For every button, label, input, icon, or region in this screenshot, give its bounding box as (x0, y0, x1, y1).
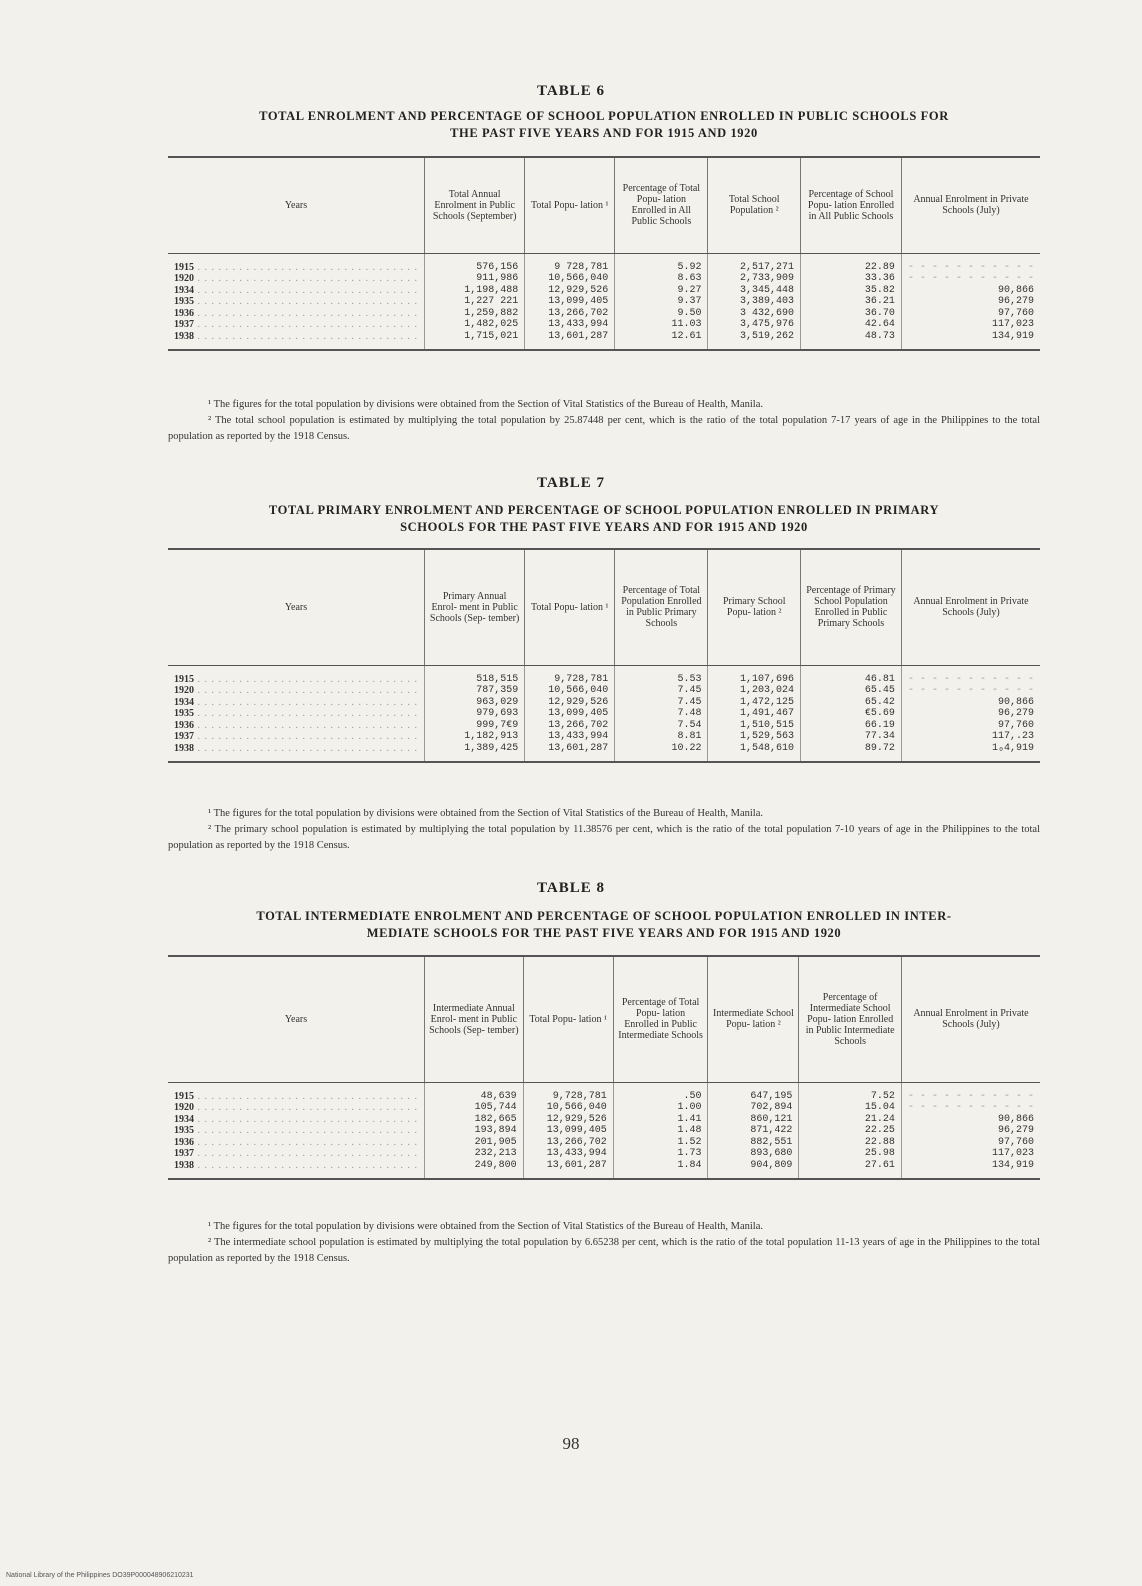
column-header: Total Popu- lation ¹ (525, 157, 615, 253)
value-cell: .50 (683, 1090, 702, 1102)
value-cell (908, 674, 1034, 686)
value-cell: 702,894 (750, 1102, 793, 1114)
value-cell: 1,182,913 (464, 731, 519, 743)
table-8-footnotes (168, 1219, 1040, 1267)
table-7-title: TABLE 7 (537, 475, 605, 491)
value-cell: 48,639 (480, 1090, 517, 1102)
year-cell: 1936 . . . (174, 308, 418, 320)
data-column (799, 1082, 902, 1179)
table-7-caption-line1: TOTAL PRIMARY ENROLMENT AND PERCENTAGE OF SCHOOL POPULATION ENROLLED IN PRIMARY (268, 503, 940, 517)
data-column (708, 253, 801, 350)
data-column (901, 665, 1040, 762)
column-header: Years (168, 157, 425, 253)
value-cell: 12,929,526 (548, 696, 609, 708)
value-cell: 9.27 (677, 284, 702, 296)
value-cell: 96,279 (997, 1125, 1034, 1137)
value-cell: 90,866 (997, 284, 1034, 296)
value-cell: 12.61 (671, 331, 702, 343)
data-column (801, 253, 902, 350)
years-column (168, 253, 425, 350)
archive-stamp: National Library of the Philippines DO39P000048906210231 (6, 1572, 194, 1579)
value-cell: 10,566,040 (546, 1102, 607, 1114)
column-header: Total Annual Enrolment in Public Schools (September) (425, 157, 525, 253)
value-cell: 13,433,994 (548, 731, 609, 743)
table-7 (168, 548, 1040, 763)
value-cell: 36.21 (864, 296, 895, 308)
table-data-row (168, 1082, 1040, 1179)
table-8-caption-line1: TOTAL INTERMEDIATE ENROLMENT AND PERCENTAGE OF SCHOOL POPULATION ENROLLED IN INTER- (256, 909, 952, 923)
data-column (901, 1082, 1040, 1179)
value-cell: 1,491,467 (739, 708, 794, 720)
value-cell: 3,519,262 (739, 331, 794, 343)
year-cell: 1935 . . . (174, 1125, 418, 1137)
year-cell: 1938 . . . (174, 331, 418, 343)
year-cell: 1935 . . . (174, 296, 418, 308)
value-cell: 5.53 (677, 673, 702, 685)
value-cell: 13,433,994 (546, 1148, 607, 1160)
value-cell: 10,566,040 (548, 685, 609, 697)
table-6-footnote-2: ² The total school population is estimated by multiplying the total population by 25.87448 per cent, which is the ratio of the total population 7-17 years of age in the Philippines to the total population as reported by the 1918 Census. (168, 415, 1040, 442)
value-cell: 89.72 (864, 743, 895, 755)
value-cell: 9.50 (677, 307, 702, 319)
column-header: Percentage of School Popu- lation Enrolled in All Public Schools (801, 157, 902, 253)
years-column (168, 665, 425, 762)
data-column (708, 665, 801, 762)
value-cell: 12,929,526 (546, 1113, 607, 1125)
value-cell: 10,566,040 (548, 273, 609, 285)
year-cell: 1920 . . . (174, 685, 418, 697)
value-cell: 518,515 (476, 673, 519, 685)
year-cell: 1915 . . . (174, 262, 418, 274)
value-cell: 860,121 (750, 1113, 793, 1125)
value-cell: 182,665 (474, 1113, 517, 1125)
data-column (801, 665, 902, 762)
value-cell: 893,680 (750, 1148, 793, 1160)
value-cell: 9,728,781 (552, 1090, 607, 1102)
value-cell: 871,422 (750, 1125, 793, 1137)
column-header: Annual Enrolment in Private Schools (July) (901, 956, 1040, 1082)
value-cell: 882,551 (750, 1136, 793, 1148)
years-column (168, 1082, 425, 1179)
column-header: Primary Annual Enrol- ment in Public Schools (Sep- tember) (425, 549, 525, 665)
year-cell: 1938 . . . (174, 1160, 418, 1172)
value-cell: 1,529,563 (739, 731, 794, 743)
year-cell: 1934 . . . (174, 1114, 418, 1126)
table-data-row (168, 665, 1040, 762)
value-cell: 1.73 (677, 1148, 702, 1160)
value-cell: 232,213 (474, 1148, 517, 1160)
value-cell: 13,099,405 (548, 296, 609, 308)
year-cell: 1920 . . . (174, 273, 418, 285)
value-cell: 36.70 (864, 307, 895, 319)
table-7-caption (168, 502, 1040, 536)
value-cell: 13,099,405 (546, 1125, 607, 1137)
value-cell: 46.81 (864, 673, 895, 685)
column-header: Total Popu- lation ¹ (525, 549, 615, 665)
value-cell: 97,760 (997, 307, 1034, 319)
value-cell: 193,894 (474, 1125, 517, 1137)
value-cell: 117,023 (991, 319, 1034, 331)
value-cell: 3,345,448 (739, 284, 794, 296)
column-header: Intermediate School Popu- lation ² (708, 956, 799, 1082)
value-cell: 27.61 (864, 1160, 895, 1172)
value-cell: 1,203,024 (739, 685, 794, 697)
value-cell: 10.22 (671, 743, 702, 755)
value-cell: 42.64 (864, 319, 895, 331)
data-column (613, 1082, 708, 1179)
value-cell: 13,601,287 (546, 1160, 607, 1172)
value-cell: 12,929,526 (548, 284, 609, 296)
table-7-footnote-1: ¹ The figures for the total population by divisions were obtained from the Section of Vital Statistics of the Bureau of Health, Manila. (208, 808, 764, 819)
value-cell: 22.25 (864, 1125, 895, 1137)
value-cell: 13,601,287 (548, 331, 609, 343)
data-column (525, 253, 615, 350)
value-cell: 13,601,287 (548, 743, 609, 755)
table-8-footnote-1: ¹ The figures for the total population by divisions were obtained from the Section of Vital Statistics of the Bureau of Health, Manila. (208, 1221, 764, 1232)
value-cell: €5.69 (864, 708, 895, 720)
data-column (523, 1082, 613, 1179)
value-cell: 1₀4,919 (991, 743, 1034, 755)
value-cell: 979,693 (476, 708, 519, 720)
value-cell: 9 728,781 (554, 261, 609, 273)
value-cell: 3,475,976 (739, 319, 794, 331)
value-cell: 1,227 221 (464, 296, 519, 308)
value-cell: 21.24 (864, 1113, 895, 1125)
value-cell: 1.00 (677, 1102, 702, 1114)
table-7-footnotes (168, 806, 1040, 854)
value-cell: 65.42 (864, 696, 895, 708)
value-cell: 1.84 (677, 1160, 702, 1172)
value-cell: 65.45 (864, 685, 895, 697)
value-cell: 963,029 (476, 696, 519, 708)
value-cell: 13,433,994 (548, 319, 609, 331)
table-6-caption-line2: THE PAST FIVE YEARS AND FOR 1915 AND 1920 (450, 126, 758, 140)
column-header: Percentage of Total Popu- lation Enrolled in Public Intermediate Schools (613, 956, 708, 1082)
value-cell (908, 685, 1034, 697)
column-header: Percentage of Intermediate School Popu- lation Enrolled in Public Intermediate Schools (799, 956, 902, 1082)
value-cell: 25.98 (864, 1148, 895, 1160)
column-header: Years (168, 549, 425, 665)
table-6-footnotes (168, 397, 1040, 445)
column-header: Total Popu- lation ¹ (523, 956, 613, 1082)
value-cell: 1,259,882 (464, 307, 519, 319)
value-cell: 7.48 (677, 708, 702, 720)
table-8-caption (168, 908, 1040, 942)
column-header: Percentage of Primary School Population Enrolled in Public Primary Schools (801, 549, 902, 665)
value-cell: 117,023 (991, 1148, 1034, 1160)
data-column (615, 665, 708, 762)
column-header: Percentage of Total Popu- lation Enrolled in All Public Schools (615, 157, 708, 253)
year-cell: 1915 . . . (174, 674, 418, 686)
value-cell: 3,389,403 (739, 296, 794, 308)
value-cell: 647,195 (750, 1090, 793, 1102)
data-column (425, 1082, 524, 1179)
value-cell (908, 1091, 1034, 1103)
value-cell: 1,548,610 (739, 743, 794, 755)
column-header: Annual Enrolment in Private Schools (July) (901, 549, 1040, 665)
table-8-title: TABLE 8 (537, 880, 605, 896)
value-cell: 35.82 (864, 284, 895, 296)
value-cell: 787,359 (476, 685, 519, 697)
year-cell: 1937 . . . (174, 1148, 418, 1160)
data-column (708, 1082, 799, 1179)
value-cell: 1,715,021 (464, 331, 519, 343)
value-cell: 1,107,696 (739, 673, 794, 685)
value-cell: 1,472,125 (739, 696, 794, 708)
table-8 (168, 955, 1040, 1180)
value-cell: 13,266,702 (548, 719, 609, 731)
value-cell: 8.81 (677, 731, 702, 743)
table-6-title: TABLE 6 (537, 83, 605, 99)
data-column (525, 665, 615, 762)
value-cell (908, 1102, 1034, 1114)
value-cell: 13,266,702 (548, 307, 609, 319)
value-cell: 7.45 (677, 696, 702, 708)
value-cell: 1,510,515 (739, 719, 794, 731)
value-cell: 5.92 (677, 261, 702, 273)
value-cell: 96,279 (997, 296, 1034, 308)
value-cell: 97,760 (997, 719, 1034, 731)
year-cell: 1935 . . . (174, 708, 418, 720)
column-header: Percentage of Total Population Enrolled in Public Primary Schools (615, 549, 708, 665)
page-number: 98 (562, 1434, 580, 1453)
year-cell: 1936 . . . (174, 720, 418, 732)
column-header: Intermediate Annual Enrol- ment in Public Schools (Sep- tember) (425, 956, 524, 1082)
value-cell: 7.45 (677, 685, 702, 697)
value-cell: 11.03 (671, 319, 702, 331)
value-cell: 1,482,025 (464, 319, 519, 331)
table-6 (168, 156, 1040, 351)
column-header: Years (168, 956, 425, 1082)
data-column (615, 253, 708, 350)
column-header: Total School Population ² (708, 157, 801, 253)
value-cell: 1.52 (677, 1136, 702, 1148)
value-cell (908, 273, 1034, 285)
value-cell: 96,279 (997, 708, 1034, 720)
table-7-footnote-2: ² The primary school population is estimated by multiplying the total population by 11.38576 per cent, which is the ratio of the total population 7-10 years of age in the Philippines to the total population as reported by the 1918 Census. (168, 824, 1040, 851)
table-6-caption-line1: TOTAL ENROLMENT AND PERCENTAGE OF SCHOOL POPULATION ENROLLED IN PUBLIC SCHOOLS FOR (259, 109, 949, 123)
value-cell: 134,919 (991, 331, 1034, 343)
value-cell (908, 262, 1034, 274)
year-cell: 1920 . . . (174, 1102, 418, 1114)
year-cell: 1938 . . . (174, 743, 418, 755)
value-cell: 2,517,271 (739, 261, 794, 273)
year-cell: 1915 . . . (174, 1091, 418, 1103)
table-6-footnote-1: ¹ The figures for the total population by divisions were obtained from the Section of Vital Statistics of the Bureau of Health, Manila. (208, 399, 764, 410)
year-cell: 1934 . . . (174, 285, 418, 297)
value-cell: 105,744 (474, 1102, 517, 1114)
value-cell: 3 432,690 (739, 307, 794, 319)
column-header: Primary School Popu- lation ² (708, 549, 801, 665)
value-cell: 7.52 (870, 1090, 895, 1102)
value-cell: 7.54 (677, 719, 702, 731)
value-cell: 201,905 (474, 1136, 517, 1148)
year-cell: 1934 . . . (174, 697, 418, 709)
value-cell: 117,.23 (991, 731, 1034, 743)
value-cell: 13,266,702 (546, 1136, 607, 1148)
value-cell: 8.63 (677, 273, 702, 285)
year-cell: 1937 . . . (174, 319, 418, 331)
value-cell: 1.48 (677, 1125, 702, 1137)
table-8-footnote-2: ² The intermediate school population is estimated by multiplying the total population by 6.65238 per cent, which is the ratio of the total population 11-13 years of age in the Philippines to the total population as reported by the 1918 Census. (168, 1237, 1040, 1264)
value-cell: 1.41 (677, 1113, 702, 1125)
value-cell: 48.73 (864, 331, 895, 343)
table-8-caption-line2: MEDIATE SCHOOLS FOR THE PAST FIVE YEARS AND FOR 1915 AND 1920 (366, 926, 842, 940)
value-cell: 66.19 (864, 719, 895, 731)
year-cell: 1937 . . . (174, 731, 418, 743)
value-cell: 77.34 (864, 731, 895, 743)
value-cell: 9,728,781 (554, 673, 609, 685)
table-6-caption (168, 108, 1040, 142)
data-column (901, 253, 1040, 350)
value-cell: 90,866 (997, 1113, 1034, 1125)
value-cell: 22.89 (864, 261, 895, 273)
value-cell: 249,800 (474, 1160, 517, 1172)
value-cell: 904,809 (750, 1160, 793, 1172)
value-cell: 134,919 (991, 1160, 1034, 1172)
value-cell: 576,156 (476, 261, 519, 273)
value-cell: 33.36 (864, 273, 895, 285)
value-cell: 2,733,909 (739, 273, 794, 285)
data-column (425, 253, 525, 350)
value-cell: 1,389,425 (464, 743, 519, 755)
table-7-caption-line2: SCHOOLS FOR THE PAST FIVE YEARS AND FOR 1915 AND 1920 (400, 520, 808, 534)
value-cell: 999,7€9 (476, 719, 519, 731)
value-cell: 22.88 (864, 1136, 895, 1148)
year-cell: 1936 . . . (174, 1137, 418, 1149)
value-cell: 15.04 (864, 1102, 895, 1114)
table-data-row (168, 253, 1040, 350)
value-cell: 13,099,405 (548, 708, 609, 720)
value-cell: 1,198,488 (464, 284, 519, 296)
value-cell: 9.37 (677, 296, 702, 308)
value-cell: 97,760 (997, 1136, 1034, 1148)
data-column (425, 665, 525, 762)
value-cell: 911,986 (476, 273, 519, 285)
value-cell: 90,866 (997, 696, 1034, 708)
column-header: Annual Enrolment in Private Schools (July) (901, 157, 1040, 253)
